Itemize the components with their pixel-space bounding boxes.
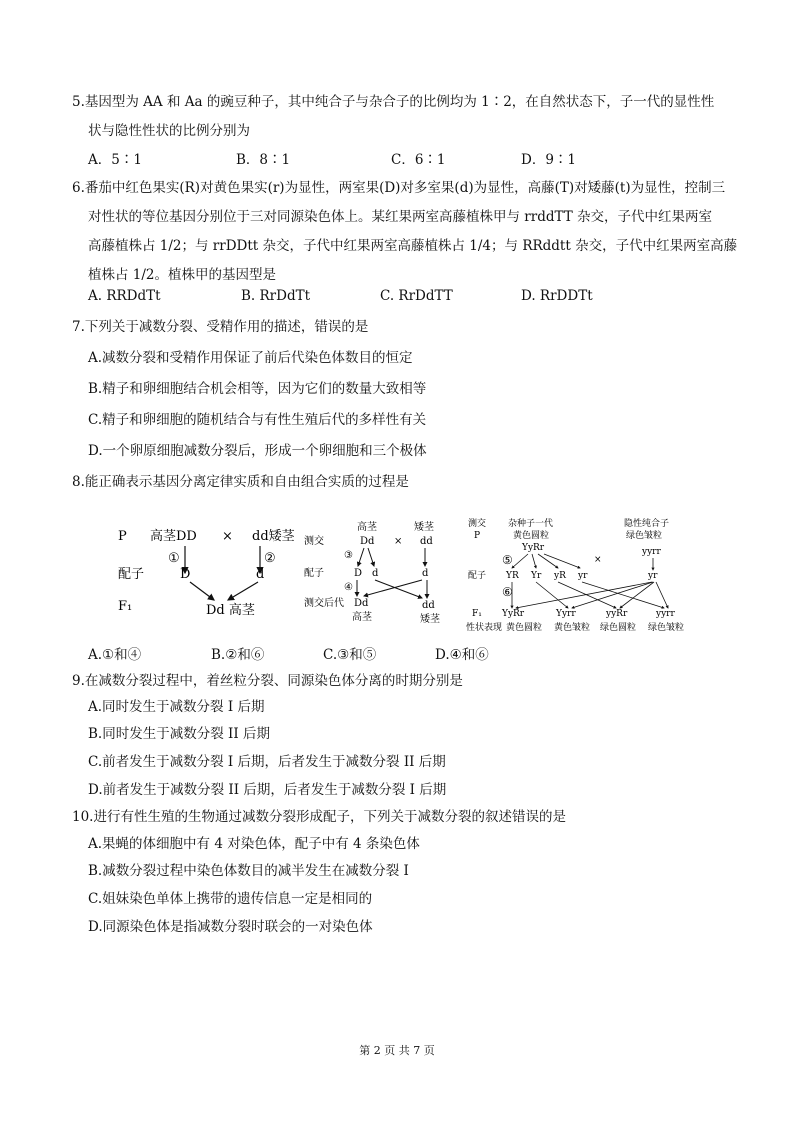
q8-diagram-3 xyxy=(466,514,696,634)
d1-label-p: P xyxy=(118,529,127,544)
d2-label-testcross: 测交 xyxy=(304,536,324,547)
d1-label-gamete: 配子 xyxy=(118,567,145,582)
q9-stem: 9.在减数分裂过程中，着丝粒分裂、同源染色体分离的时期分别是 xyxy=(72,673,463,689)
q8-stem: 8.能正确表示基因分离定律实质和自由组合实质的过程是 xyxy=(72,474,409,490)
q8-option-c: C.③和⑤ xyxy=(323,647,377,663)
q9-option-d: D.前者发生于减数分裂 II 后期，后者发生于减数分裂 I 后期 xyxy=(88,782,447,798)
q5-option-c: C．6∶1 xyxy=(391,152,446,168)
q6-stem-line1: 6.番茄中红色果实(R)对黄色果实(r)为显性，两室果(D)对多室果(d)为显性，高藤(T)对矮藤(t)为显性，控制三 xyxy=(72,180,726,196)
d2-label-short: 矮茎 xyxy=(414,522,434,533)
q9-option-c: C.前者发生于减数分裂 I 后期，后者发生于减数分裂 II 后期 xyxy=(88,754,446,770)
q6-stem-line3: 高藤植株占 1/2；与 rrDDtt 杂交，子代中红果两室高藤植株占 1/4；与 RRddtt 杂交，子代中红果两室高藤 xyxy=(88,238,738,254)
q7-stem: 7.下列关于减数分裂、受精作用的描述，错误的是 xyxy=(72,319,369,335)
d2-geno2: dd xyxy=(420,536,433,547)
q8-diagram-2 xyxy=(302,516,452,628)
d3-recessive-1: 隐性纯合子 xyxy=(624,519,670,529)
d3-phenotype-3: 绿色圆粒 xyxy=(600,623,637,633)
d3-gamete-yR: yR xyxy=(554,571,566,581)
q5-stem-line1: 5.基因型为 AA 和 Aa 的豌豆种子，其中纯合子与杂合子的比例均为 1∶2，在自然状态下，子一代的显性性 xyxy=(72,94,715,110)
d3-phenotype-2: 黄色皱粒 xyxy=(554,623,591,633)
q10-option-d: D.同源染色体是指减数分裂时联会的一对染色体 xyxy=(88,919,373,935)
d3-label-p: P xyxy=(474,531,481,541)
q7-option-d: D.一个卵原细胞减数分裂后，形成一个卵细胞和三个极体 xyxy=(88,443,427,459)
d1-cross: × xyxy=(222,529,233,544)
d3-hybrid-2: 黄色圆粒 xyxy=(513,531,550,541)
page-number-footer: 第 2 页 共 7 页 xyxy=(359,1044,435,1057)
d3-label-gamete: 配子 xyxy=(468,571,487,581)
d2-offspring-1: Dd xyxy=(354,598,369,609)
q6-option-d: D. RrDDTt xyxy=(521,288,593,304)
d3-geno2: yyrr xyxy=(642,547,661,557)
d3-phenotype-1: 黄色圆粒 xyxy=(506,623,543,633)
d3-label-testcross: 测交 xyxy=(468,519,487,529)
d3-gamete-recessive: yr xyxy=(648,571,658,581)
q8-diagram-1 xyxy=(110,520,320,620)
d3-phenotype-4: 绿色皱粒 xyxy=(648,623,685,633)
q5-stem-line2: 状与隐性性状的比例分别为 xyxy=(88,123,250,139)
d2-offspring-2-label: 矮茎 xyxy=(420,614,440,625)
q5-option-b: B．8∶1 xyxy=(236,152,291,168)
d3-gamete-Yr: Yr xyxy=(531,571,542,581)
q7-option-a: A.减数分裂和受精作用保证了前后代染色体数目的恒定 xyxy=(88,350,413,366)
q10-option-c: C.姐妹染色单体上携带的遗传信息一定是相同的 xyxy=(88,891,373,907)
d3-mark-6: ⑥ xyxy=(502,585,513,599)
d1-parent2: dd矮茎 xyxy=(252,529,295,544)
d1-mark-2: ② xyxy=(264,551,276,566)
d1-gamete-d: d xyxy=(256,567,265,582)
d1-mark-1: ① xyxy=(168,551,180,566)
q7-option-c: C.精子和卵细胞的随机结合与有性生殖后代的多样性有关 xyxy=(88,412,427,428)
q6-option-c: C. RrDdTT xyxy=(380,288,453,304)
q7-option-b: B.精子和卵细胞结合机会相等，因为它们的数量大致相等 xyxy=(88,381,427,397)
d2-cross: × xyxy=(394,536,403,547)
d3-geno1: YyRr xyxy=(522,543,545,553)
d3-recessive-2: 绿色皱粒 xyxy=(626,531,663,541)
q8-option-a: A.①和④ xyxy=(88,647,142,663)
d3-cross: × xyxy=(594,555,602,565)
d3-offspring-1: YyRr xyxy=(502,609,525,619)
d2-label-offspring: 测交后代 xyxy=(304,598,344,609)
d3-mark-5: ⑤ xyxy=(502,553,513,567)
q6-option-b: B. RrDdTt xyxy=(241,288,311,304)
q5-option-a: A．5∶1 xyxy=(88,152,142,168)
d2-gamete-d2: d xyxy=(422,568,429,579)
d1-parent1: 高茎DD xyxy=(150,529,197,544)
d3-offspring-2: Yyrr xyxy=(556,609,576,619)
d2-gamete-d1: d xyxy=(372,568,379,579)
d2-mark-4: ④ xyxy=(344,582,353,593)
q9-option-a: A.同时发生于减数分裂 I 后期 xyxy=(88,699,265,715)
d3-hybrid-1: 杂种子一代 xyxy=(508,519,554,529)
d2-offspring-2: dd xyxy=(422,600,435,611)
q9-option-b: B.同时发生于减数分裂 II 后期 xyxy=(88,726,270,742)
q10-option-b: B.减数分裂过程中染色体数目的减半发生在减数分裂 I xyxy=(88,863,409,879)
q8-option-b: B.②和⑥ xyxy=(211,647,265,663)
d2-mark-3: ③ xyxy=(344,550,353,561)
d2-geno1: Dd xyxy=(360,536,375,547)
d2-label-tall: 高茎 xyxy=(357,522,377,533)
q10-stem: 10.进行有性生殖的生物通过减数分裂形成配子，下列关于减数分裂的叙述错误的是 xyxy=(72,809,566,825)
q5-option-d: D．9∶1 xyxy=(521,152,577,168)
d1-gamete-D: D xyxy=(180,567,191,582)
d1-label-f1: F₁ xyxy=(118,599,133,614)
q8-option-d: D.④和⑥ xyxy=(435,647,489,663)
d3-offspring-3: yyRr xyxy=(606,609,628,619)
d1-child: Dd 高茎 xyxy=(206,603,255,618)
d3-gamete-YR: YR xyxy=(506,571,519,581)
d2-offspring-1-label: 高茎 xyxy=(352,612,372,623)
d3-label-trait: 性状表现 xyxy=(466,623,503,633)
q6-stem-line2: 对性状的等位基因分别位于三对同源染色体上。某红果两室高藤植株甲与 rrddTT 杂交，子代中红果两室 xyxy=(88,209,713,225)
d2-label-gamete: 配子 xyxy=(304,568,324,579)
q6-option-a: A. RRDdTt xyxy=(88,288,161,304)
d3-label-f1: F₁ xyxy=(472,609,482,619)
q10-option-a: A.果蝇的体细胞中有 4 对染色体，配子中有 4 条染色体 xyxy=(88,836,420,852)
d2-gamete-D: D xyxy=(354,568,363,579)
d3-offspring-4: yyrr xyxy=(656,609,675,619)
d3-gamete-yr: yr xyxy=(578,571,588,581)
q6-stem-line4: 植株占 1/2。植株甲的基因型是 xyxy=(88,267,277,283)
